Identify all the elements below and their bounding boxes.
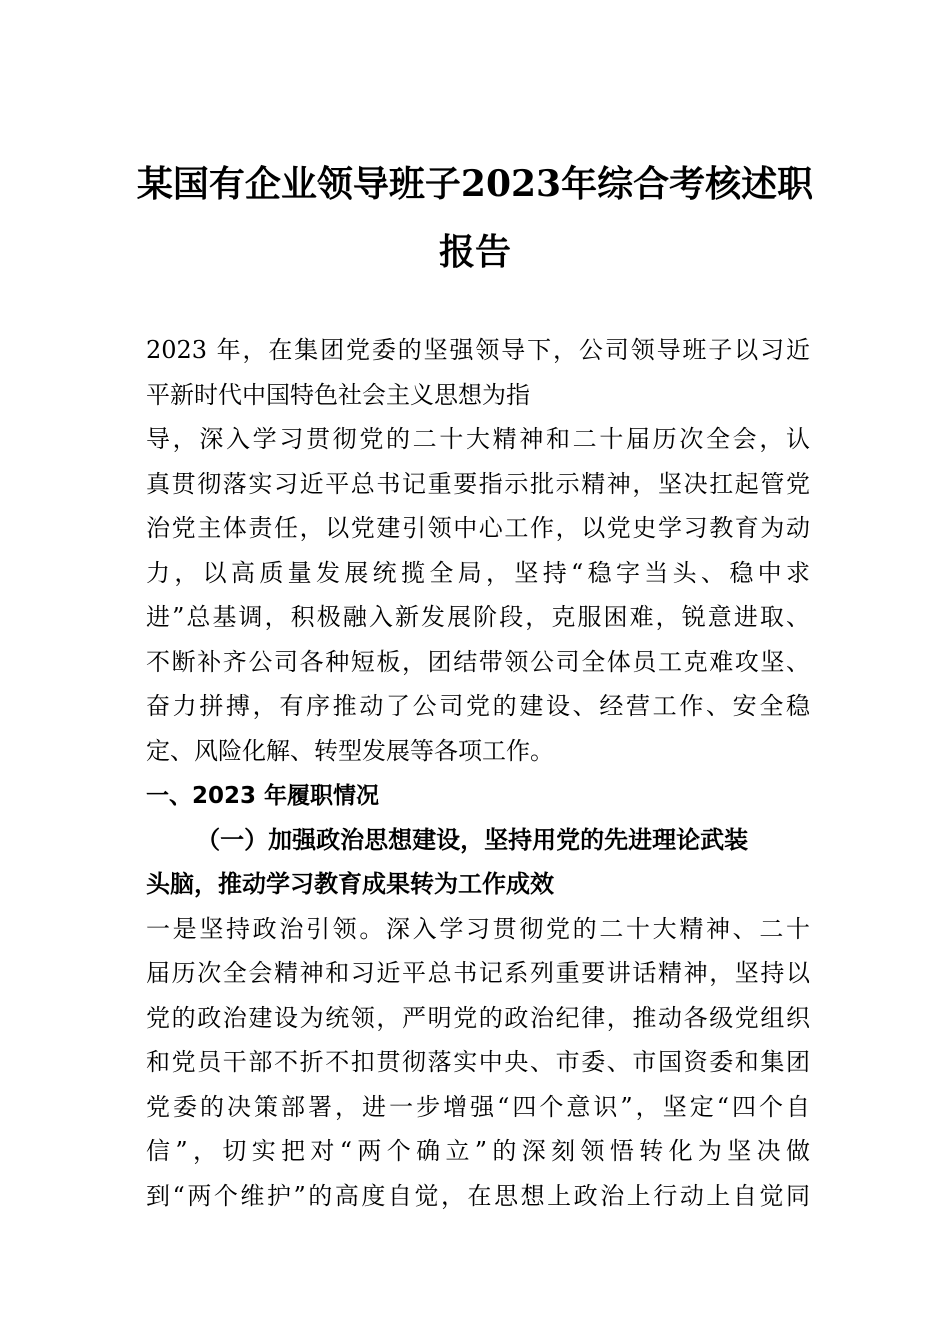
subsection-heading-line-1: （一）加强政治思想建设，坚持用党的先进理论武装: [146, 825, 749, 854]
intro-line-3: 导，深入学习贯彻党的二十大精神和二十届历次全会，认: [146, 425, 810, 453]
section-heading-1: 一、2023 年履职情况: [146, 783, 380, 809]
intro-line-2: 平新时代中国特色社会主义思想为指: [146, 381, 530, 409]
document-title-line-1: 某国有企业领导班子2023年综合考核述职: [136, 163, 814, 205]
intro-line-1: 2023 年，在集团党委的坚强领导下，公司领导班子以习近: [146, 336, 810, 364]
intro-line-7: 进”总基调，积极融入新发展阶段，克服困难，锐意进取、: [146, 603, 810, 631]
body-line-4: 和党员干部不折不扣贯彻落实中央、市委、市国资委和集团: [146, 1048, 810, 1076]
body-line-5: 党委的决策部署，进一步增强“四个意识”，坚定“四个自: [146, 1093, 810, 1121]
body-line-3: 党的政治建设为统领，严明党的政治纪律，推动各级党组织: [146, 1004, 810, 1032]
intro-line-6: 力，以高质量发展统揽全局，坚持“稳字当头、稳中求: [146, 559, 810, 587]
document-title-line-2: 报告: [438, 231, 511, 273]
intro-line-10: 定、风险化解、转型发展等各项工作。: [146, 737, 554, 765]
intro-line-9: 奋力拼搏，有序推动了公司党的建设、经营工作、安全稳: [146, 692, 810, 720]
body-line-2: 届历次全会精神和习近平总书记系列重要讲话精神，坚持以: [146, 959, 810, 987]
subsection-heading-line-2: 头脑，推动学习教育成果转为工作成效: [146, 869, 554, 898]
body-line-7: 到“两个维护”的高度自觉，在思想上政治上行动上自觉同: [146, 1182, 810, 1210]
intro-line-4: 真贯彻落实习近平总书记重要指示批示精神，坚决扛起管党: [146, 470, 810, 498]
body-line-6: 信”，切实把对“两个确立”的深刻领悟转化为坚决做: [146, 1137, 810, 1165]
intro-line-8: 不断补齐公司各种短板，团结带领公司全体员工克难攻坚、: [146, 648, 810, 676]
body-line-1: 一是坚持政治引领。深入学习贯彻党的二十大精神、二十: [146, 915, 810, 943]
intro-line-5: 治党主体责任，以党建引领中心工作，以党史学习教育为动: [146, 514, 810, 542]
